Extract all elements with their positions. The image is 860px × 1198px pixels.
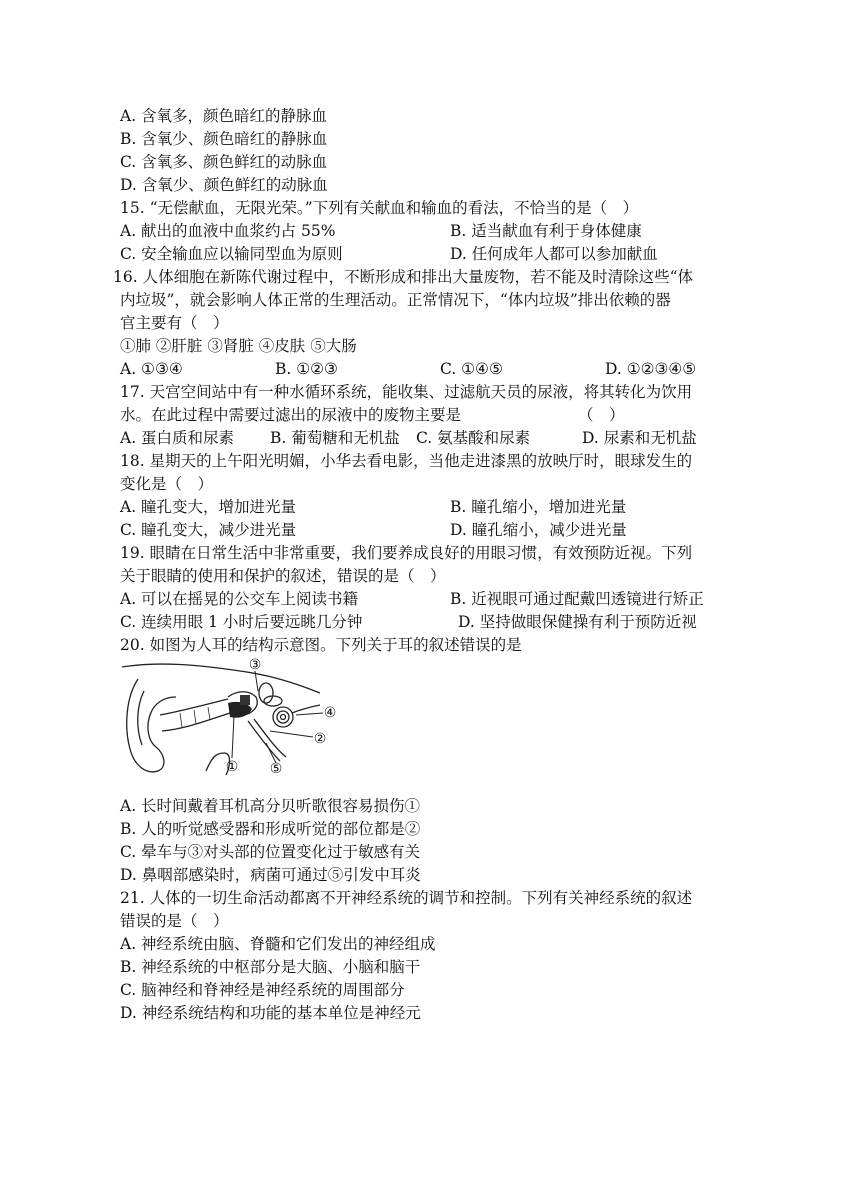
q15-stem: 15. “无偿献血，无限光荣。”下列有关献血和输血的看法，不恰当的是（ ） bbox=[120, 199, 639, 217]
q16-option-a: A. ①③④ bbox=[120, 360, 183, 378]
ear-structure-figure bbox=[120, 657, 345, 779]
q21-stem-line2: 错误的是（ ） bbox=[120, 912, 229, 930]
q15-option-a: A. 献出的血液中血浆约占 55% bbox=[120, 222, 336, 240]
q19-option-d: D. 坚持做眼保健操有利于预防近视 bbox=[458, 613, 697, 631]
figure-label-2: ② bbox=[313, 731, 327, 747]
q16-stem-line3: 官主要有（ ） bbox=[120, 314, 229, 332]
q18-stem-line2: 变化是（ ） bbox=[120, 475, 214, 493]
q19-stem-line1: 19. 眼睛在日常生活中非常重要，我们要养成良好的用眼习惯，有效预防近视。下列 bbox=[120, 544, 693, 562]
q20-option-d: D. 鼻咽部感染时，病菌可通过⑤引发中耳炎 bbox=[120, 866, 421, 884]
q15-option-d: D. 任何成年人都可以参加献血 bbox=[450, 245, 658, 263]
q20-option-b: B. 人的听觉感受器和形成听觉的部位都是② bbox=[120, 820, 421, 838]
q20-stem: 20. 如图为人耳的结构示意图。下列关于耳的叙述错误的是 bbox=[120, 636, 522, 654]
q19-option-b: B. 近视眼可通过配戴凹透镜进行矫正 bbox=[450, 590, 704, 608]
figure-label-5: ⑤ bbox=[269, 761, 283, 777]
q20-option-a: A. 长时间戴着耳机高分贝听歌很容易损伤① bbox=[120, 797, 421, 815]
q18-option-d: D. 瞳孔缩小，减少进光量 bbox=[450, 521, 627, 539]
q18-option-a: A. 瞳孔变大，增加进光量 bbox=[120, 498, 297, 516]
q16-option-b: B. ①②③ bbox=[275, 360, 338, 378]
q21-option-b: B. 神经系统的中枢部分是大脑、小脑和脑干 bbox=[120, 958, 421, 976]
q19-stem-line2: 关于眼睛的使用和保护的叙述，错误的是（ ） bbox=[120, 567, 446, 585]
q19-option-a: A. 可以在摇晃的公交车上阅读书籍 bbox=[120, 590, 359, 608]
q17-option-d: D. 尿素和无机盐 bbox=[582, 429, 697, 447]
q19-option-c: C. 连续用眼 1 小时后要远眺几分钟 bbox=[120, 613, 363, 631]
q17-option-a: A. 蛋白质和尿素 bbox=[120, 429, 235, 447]
figure-label-3: ③ bbox=[248, 657, 262, 673]
q18-stem-line1: 18. 星期天的上午阳光明媚，小华去看电影，当他走进漆黑的放映厅时，眼球发生的 bbox=[120, 452, 693, 470]
q17-blank: （ ） bbox=[578, 406, 625, 424]
q16-stem-line2: 内垃圾”，就会影响人体正常的生理活动。正常情况下，“体内垃圾”排出依赖的器 bbox=[120, 291, 671, 309]
q14-option-a: A. 含氧多，颜色暗红的静脉血 bbox=[120, 107, 328, 125]
q20-option-c: C. 晕车与③对头部的位置变化过于敏感有关 bbox=[120, 843, 421, 861]
q16-option-c: C. ①④⑤ bbox=[440, 360, 503, 378]
figure-label-1: ① bbox=[225, 759, 239, 775]
q18-option-c: C. 瞳孔变大，减少进光量 bbox=[120, 521, 297, 539]
q14-option-b: B. 含氧少、颜色暗红的静脉血 bbox=[120, 130, 328, 148]
q14-option-c: C. 含氧多、颜色鲜红的动脉血 bbox=[120, 153, 328, 171]
q15-option-b: B. 适当献血有利于身体健康 bbox=[450, 222, 642, 240]
q17-stem-line1: 17. 天宫空间站中有一种水循环系统，能收集、过滤航天员的尿液，将其转化为饮用 bbox=[120, 383, 693, 401]
q17-option-b: B. 葡萄糖和无机盐 bbox=[270, 429, 400, 447]
q21-option-c: C. 脑神经和脊神经是神经系统的周围部分 bbox=[120, 981, 405, 999]
q21-stem-line1: 21. 人体的一切生命活动都离不开神经系统的调节和控制。下列有关神经系统的叙述 bbox=[120, 889, 693, 907]
q17-option-c: C. 氨基酸和尿素 bbox=[416, 429, 531, 447]
q15-option-c: C. 安全输血应以输同型血为原则 bbox=[120, 245, 343, 263]
q21-option-a: A. 神经系统由脑、脊髓和它们发出的神经组成 bbox=[120, 935, 436, 953]
q16-stem-line1: 16. 人体细胞在新陈代谢过程中，不断形成和排出大量废物，若不能及时清除这些“体 bbox=[113, 268, 694, 286]
figure-label-4: ④ bbox=[323, 705, 337, 721]
q14-option-d: D. 含氧少、颜色鲜红的动脉血 bbox=[120, 176, 328, 194]
q17-stem-line2: 水。在此过程中需要过滤出的尿液中的废物主要是 bbox=[120, 406, 462, 424]
q18-option-b: B. 瞳孔缩小，增加进光量 bbox=[450, 498, 627, 516]
q16-items: ①肺 ②肝脏 ③肾脏 ④皮肤 ⑤大肠 bbox=[120, 337, 357, 355]
q16-option-d: D. ①②③④⑤ bbox=[605, 360, 697, 378]
q21-option-d: D. 神经系统结构和功能的基本单位是神经元 bbox=[120, 1004, 421, 1022]
